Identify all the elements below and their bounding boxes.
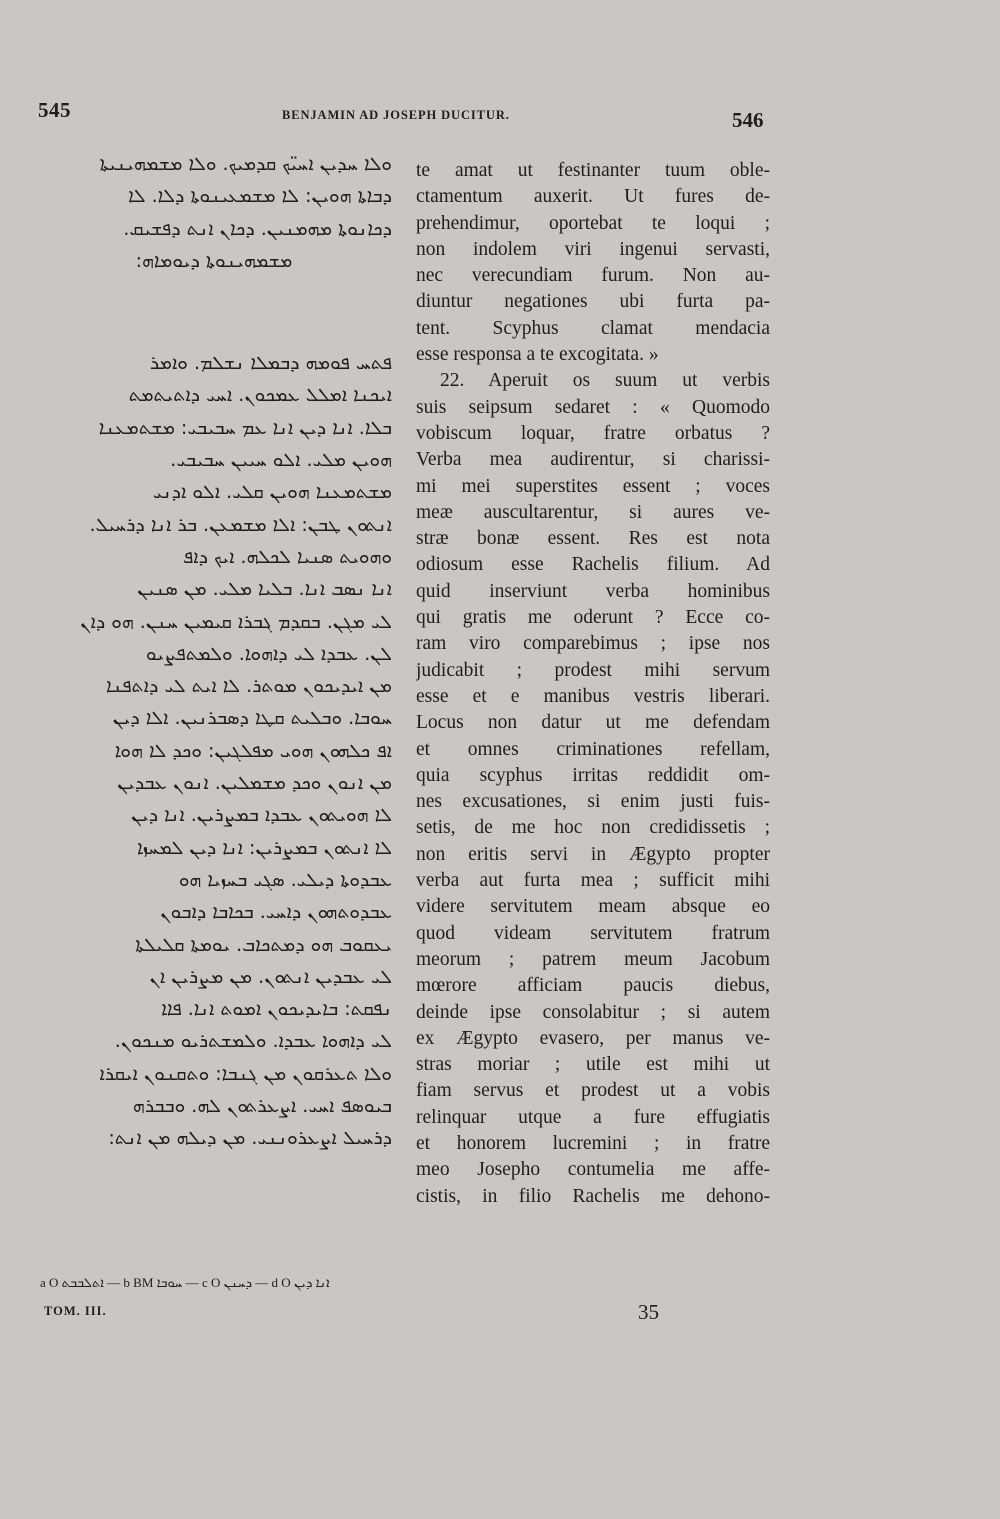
syriac-text-column xyxy=(36,148,392,1155)
latin-line: esse et e manibus vestris liberari. xyxy=(416,685,770,707)
syriac-line: ܝܥܩܘܒ ܗܘ ܕܡܬܟܐܒ. ܝܘܡܬܐ ܩܠܝܠܬܐ xyxy=(135,933,392,956)
running-head: BENJAMIN AD JOSEPH DUCITUR. xyxy=(282,108,510,122)
left-page-number: 545 xyxy=(38,98,71,122)
syriac-line: ܐܦ ܟܠܗܘܢ ܗܘܝ ܡܦܠܓܝܢ: ܘܟܕ ܠܐ ܗܘܐ xyxy=(114,739,392,762)
latin-line: meæ auscultarentur, si aures ve- xyxy=(416,501,770,523)
latin-line: cistis, in filio Rachelis me dehono- xyxy=(416,1185,770,1207)
latin-line: ex Ægypto evasero, per manus ve- xyxy=(416,1027,770,1049)
latin-line: stræ bonæ essent. Res est nota xyxy=(416,528,770,550)
syriac-line: ܥܒܕܘܬܐ ܕܝܠܝ. ܣܓܝ ܒܚܙܝܐ ܗܘ xyxy=(178,868,392,891)
syriac-line: ܠܐ ܗܘܝܬܘܢ ܥܒܕܐ ܒܡܨܪܝܢ. ܐܢܐ ܕܝܢ xyxy=(131,804,392,827)
latin-line: mœrore afficiam paucis diebus, xyxy=(416,975,770,997)
latin-text-column xyxy=(416,158,770,1210)
syriac-line: ܠܝ ܥܒܕܝܢ ܐܢܬܘܢ. ܡܢ ܡܨܪܝܢ ܐܢ xyxy=(149,965,392,988)
syriac-line: ܕܒܐܬܐ ܗܘܝܢ: ܠܐ ܡܫܡܥܝܢܘܬܐ ܕܠܐ. ܠܐ xyxy=(128,185,392,208)
right-page-number: 546 xyxy=(732,108,764,132)
latin-line: et honorem lucremini ; in fratre xyxy=(416,1132,770,1154)
latin-line: deinde ipse consolabitur ; si autem xyxy=(416,1001,770,1023)
latin-line: quia scyphus irritas reddidit om- xyxy=(416,764,770,786)
latin-line: meo Josepho contumelia me affe- xyxy=(416,1159,770,1181)
latin-line: ram viro comparebimus ; ipse nos xyxy=(416,633,770,655)
syriac-line: ܢܦܩܬ: ܒܐܝܕܝܟܘܢ ܐܡܘܬ ܐܢܐ. ܦܐܐ xyxy=(161,998,392,1021)
latin-line: esse responsa a te excogitata. » xyxy=(416,344,659,366)
footnotes: a O ܐܬܠܒܒܬ — b BM ܚܘܒܐ — c O ܕܚܢܢ — d O ܐܢܐ ܕܝܢ xyxy=(40,1275,330,1290)
latin-line: quid inserviunt verba hominibus xyxy=(416,580,770,602)
syriac-line: ܡܫܡܗܝܢܘܬܐ ܕܝܘܡܐܗ: xyxy=(135,249,293,272)
latin-line: vobiscum loquar, fratre orbatus ? xyxy=(416,422,770,444)
syriac-line: ܕܪܚܝܠ ܐܨܥܪܘܢܢܝ. ܡܢ ܕܝܠܗ ܡܢ ܐܢܬ: xyxy=(108,1127,392,1150)
latin-line: fiam servus et prodest ut a vobis xyxy=(416,1080,770,1102)
syriac-line: ܘܠܐ ܬܥܪܩܘܢ ܡܢ ܓܢܒܐ: ܘܬܩܢܘܢ ܐܝܩܪܐ xyxy=(99,1062,392,1085)
syriac-line: ܚܘܒܐ. ܘܒܠܝܬ ܩܛܐ ܕܣܒܪܢܝܢ. ܐܠܐ ܕܝܢ xyxy=(112,707,392,730)
syriac-line: ܠܝ ܕܐܗܘܐ ܥܒܕܐ. ܘܠܡܫܬܪܝܘ ܡܢܟܘܢ. xyxy=(114,1030,392,1053)
latin-line: non indolem viri ingenui servasti, xyxy=(416,238,770,260)
latin-line: qui gratis me oderunt ? Ecce co- xyxy=(416,607,770,629)
syriac-line: ܡܢ ܐܢܘܢ ܘܟܕ ܡܫܡܠܝܢ. ܐܢܘܢ ܥܒܕܝܢ xyxy=(117,772,392,795)
latin-line: nes excusationes, si enim justi fuis- xyxy=(416,791,770,813)
latin-line: nec verecundiam furum. Non au- xyxy=(416,265,770,287)
syriac-line: ܦܬܚ ܦܘܡܗ ܕܒܡܠܐ ܢܫܠܡ. ܘܐܡܪ xyxy=(149,352,392,375)
latin-line: suis seipsum sedaret : « Quomodo xyxy=(416,396,770,418)
syriac-line: ܡܫܬܡܥܢܐ ܗܘܝܢ ܩܠܝ. ܐܠܘ ܐܕܢܝ xyxy=(152,481,392,504)
tome-label: TOM. III. xyxy=(44,1304,107,1318)
syriac-line: ܘܗܘܝܬ ܣܢܝܐ ܠܟܠܗ. ܐܝܟ ܕܐܦ xyxy=(182,545,392,568)
latin-line: Verba mea audirentur, si charissi- xyxy=(416,449,770,471)
latin-line: prehendimur, oportebat te loqui ; xyxy=(416,212,770,234)
latin-line: Locus non datur ut me defendam xyxy=(416,712,770,734)
latin-line: videre servitutem meam absque eo xyxy=(416,896,770,918)
syriac-line: ܐܢܬܘܢ ܛܒܢ: ܐܠܐ ܡܫܡܥܢ. ܒܪ ܐܢܐ ܕܪܚܝܠ. xyxy=(89,513,392,536)
signature-mark: 35 xyxy=(638,1300,659,1324)
syriac-line: ܒܠܐ. ܐܢܐ ܕܝܢ ܐܢܐ ܥܡ ܚܒܝܒܝ: ܡܫܬܡܥܢܐ xyxy=(98,416,392,439)
syriac-line: ܥܒܕܘܬܗܘܢ ܕܐܚܝ. ܒܟܐܒܐ ܕܐܒܘܢ xyxy=(160,901,392,924)
latin-line: verba aut furta mea ; sufficit mihi xyxy=(416,870,770,892)
latin-line: judicabit ; prodest mihi servum xyxy=(416,659,770,681)
latin-line: et omnes criminationes refellam, xyxy=(416,738,770,760)
syriac-line: ܕܟܐܢܘܬܐ ܡܗܡܢܝܢ. ܕܟܐܢ ܐܢܬ ܕܦܫܝܩ. xyxy=(123,217,392,240)
syriac-line: ܐܢܐ ܢܣܒ ܐܢܐ. ܒܠܝܐ ܡܠܝ. ܡܢ ܣܢܝܢ xyxy=(137,578,392,601)
latin-line: ctamentum auxerit. Ut fures de- xyxy=(416,186,770,208)
latin-line: odiosum esse Rachelis filium. Ad xyxy=(416,554,770,576)
syriac-line: ܘܠܐ ܚܕܝܢ ܐܚܝ̈ܟ ܩܕܡܝܟ. ܘܠܐ ܡܫܡܗܝܢܝܬܐ xyxy=(99,153,392,175)
latin-line: mi mei superstites essent ; voces xyxy=(416,475,770,497)
syriac-line: ܡܢ ܐܝܕܝܟܘܢ ܡܘܬܪ. ܠܐ ܐܝܬ ܠܝ ܕܐܬܦܢܐ xyxy=(105,675,392,698)
latin-line: 22. Aperuit os suum ut verbis xyxy=(440,370,770,392)
latin-line: diuntur negationes ubi furta pa- xyxy=(416,291,770,313)
paragraph-gap xyxy=(36,277,392,347)
latin-line: setis, de me hoc non credidissetis ; xyxy=(416,817,770,839)
syriac-line: ܐܝܟܢܐ ܐܡܠܠ ܥܡܟܘܢ. ܐܚܝ ܕܐܬܝܬܡܬ xyxy=(128,384,392,407)
syriac-line: ܠܢ. ܥܒܕܐ ܠܝ ܕܐܗܘܐ. ܘܠܡܬܦܨܝܘ xyxy=(145,642,392,665)
latin-line: relinquar utque a fure effugiatis xyxy=(416,1106,770,1128)
latin-line: te amat ut festinanter tuum oble- xyxy=(416,160,770,181)
latin-line: stras moriar ; utile est mihi ut xyxy=(416,1054,770,1076)
latin-line: meorum ; patrem meum Jacobum xyxy=(416,948,770,970)
syriac-line: ܗܘܝܢ ܡܠܝ. ܐܠܘ ܚܝܝܢ ܚܒܝܒܝ. xyxy=(170,449,392,472)
latin-line: tent. Scyphus clamat mendacia xyxy=(416,317,770,339)
latin-line: non eritis servi in Ægypto propter xyxy=(416,843,770,865)
latin-line: quod videam servitutem fratrum xyxy=(416,922,770,944)
syriac-line: ܠܝ ܡܓܢ. ܒܩܕܡ ܓܒܪܐ ܩܝܡܝܢ ܚܢܢ. ܗܘ ܕܐܢ xyxy=(80,610,392,633)
syriac-line: ܒܝܘܣܦ ܐܚܝ. ܐܨܥܪܬܘܢ ܠܗ. ܘܒܒܪܗ xyxy=(132,1095,392,1118)
syriac-line: ܠܐ ܐܢܬܘܢ ܒܡܨܪܝܢ: ܐܢܐ ܕܝܢ ܠܡܚܙܐ xyxy=(136,836,392,859)
